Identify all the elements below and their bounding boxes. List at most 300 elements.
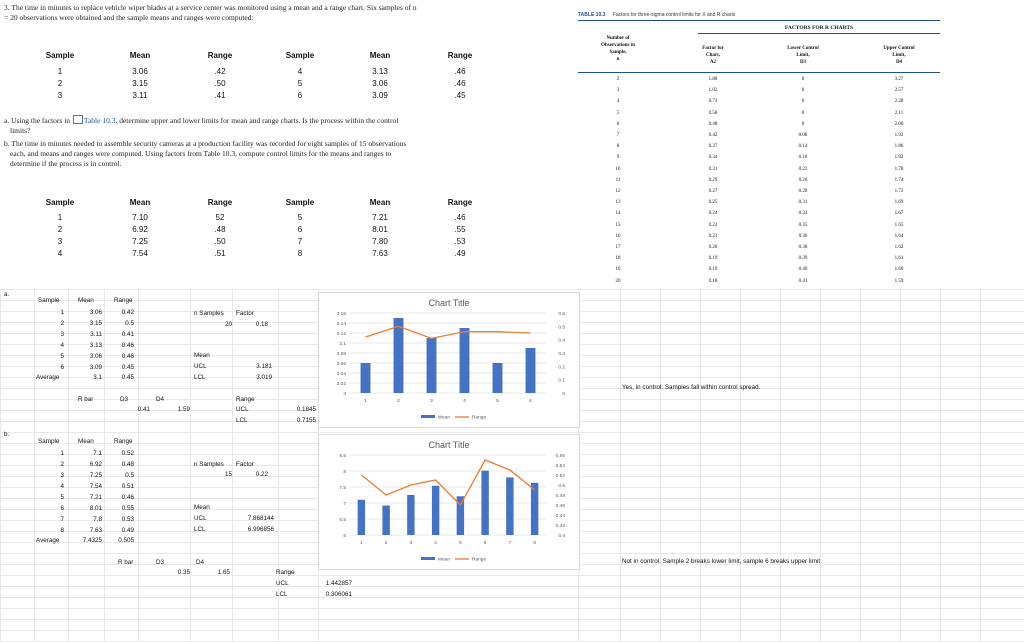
bar bbox=[427, 338, 437, 393]
factors-cell: 0.27 bbox=[708, 189, 718, 194]
r-ucl-label[interactable]: UCL bbox=[236, 406, 249, 413]
bar bbox=[432, 486, 439, 535]
col-header: Sample bbox=[45, 197, 75, 207]
factors-cell: 1.74 bbox=[894, 177, 904, 183]
table-row bbox=[20, 77, 500, 89]
col-header: Mean bbox=[129, 197, 151, 207]
table-row bbox=[20, 235, 500, 247]
avg-range[interactable]: 0.505 bbox=[118, 537, 134, 544]
table-cell: 7.10 bbox=[132, 212, 148, 222]
table-header bbox=[20, 49, 500, 61]
mean-value[interactable]: 7.63 bbox=[89, 527, 102, 534]
factors-cell: 0.22 bbox=[798, 166, 808, 172]
problem-text bbox=[4, 3, 504, 23]
part-a-text-rest: , determine upper and lower limits for mean and range charts. Is the process within the control bbox=[115, 116, 399, 125]
factor-label[interactable]: Factor bbox=[236, 310, 254, 317]
d4-value[interactable]: 1.65 bbox=[217, 569, 230, 576]
factors-row bbox=[578, 253, 940, 264]
factors-cell: 1.64 bbox=[894, 233, 904, 239]
range-value[interactable]: 0.51 bbox=[121, 483, 134, 490]
problem-table-2 bbox=[20, 196, 500, 259]
range-value[interactable]: 0.46 bbox=[121, 353, 134, 360]
y-tick-label: 3 bbox=[343, 392, 346, 397]
problem-line-1: 3. The time in minutes to replace vehicle wiper blades at a service center was monitored using a mean and a range chart. Six samples of n bbox=[4, 3, 417, 12]
range-value[interactable]: 0.55 bbox=[121, 505, 134, 512]
r-ucl-label[interactable]: UCL bbox=[276, 580, 289, 587]
ucl-value[interactable]: 3.181 bbox=[256, 363, 272, 370]
table-caption-text: Factors for three-sigma control limits for X and R charts bbox=[612, 12, 736, 18]
table-cell: 7 bbox=[297, 236, 303, 246]
y2-tick-label: 0.52 bbox=[555, 474, 565, 479]
y-tick-label: 3.14 bbox=[336, 322, 346, 327]
factors-cell: 0.39 bbox=[798, 256, 808, 262]
range-value[interactable]: 0.41 bbox=[121, 331, 134, 338]
factors-cell: 14 bbox=[615, 211, 621, 217]
y2-tick-label: 0.6 bbox=[558, 312, 565, 317]
factors-cell: 1.67 bbox=[894, 211, 904, 217]
table-link[interactable]: Table 10.3 bbox=[83, 116, 116, 125]
factors-cell: 16 bbox=[615, 233, 621, 239]
sample-num[interactable]: 8 bbox=[60, 527, 64, 534]
range-value[interactable]: 0.52 bbox=[121, 450, 134, 457]
factors-cell: 0.26 bbox=[798, 177, 808, 183]
factors-cell: 0.73 bbox=[708, 99, 718, 105]
y-tick-label: 3.02 bbox=[336, 382, 346, 387]
factors-cell: 1.65 bbox=[894, 222, 904, 228]
factors-row bbox=[578, 231, 940, 242]
avg-label[interactable]: Average bbox=[36, 537, 60, 544]
y2-tick-label: 0.56 bbox=[555, 454, 565, 459]
conclusion-a[interactable]: Yes, in control. Samples fall within control spread. bbox=[622, 384, 761, 391]
y2-tick-label: 0.42 bbox=[555, 524, 565, 529]
factors-row bbox=[578, 164, 940, 175]
x-tick-label: 6 bbox=[529, 399, 532, 404]
d4-label[interactable]: D4 bbox=[156, 396, 165, 403]
factors-cell: 1.02 bbox=[708, 88, 718, 94]
range-value[interactable]: 0.48 bbox=[121, 461, 134, 468]
mean-value[interactable]: 7.25 bbox=[89, 472, 102, 479]
table-cell: 1 bbox=[57, 212, 63, 222]
hdr-mean[interactable]: Mean bbox=[78, 297, 94, 304]
factors-cell: 17 bbox=[615, 245, 621, 250]
avg-range[interactable]: 0.45 bbox=[121, 374, 134, 381]
x-tick-label: 4 bbox=[463, 399, 466, 404]
factors-cell: 5 bbox=[616, 110, 620, 116]
y-tick-label: 6.5 bbox=[339, 518, 346, 523]
factors-cell: 1.72 bbox=[894, 189, 904, 194]
table-cell: 7.25 bbox=[132, 236, 148, 246]
col3-header bbox=[758, 45, 848, 66]
factors-cell: 0 bbox=[801, 110, 805, 116]
sample-num[interactable]: 6 bbox=[60, 364, 64, 371]
range-value[interactable]: 0.5 bbox=[125, 320, 134, 327]
x-tick-label: 4 bbox=[434, 541, 437, 546]
table-caption-label: TABLE 10.3 bbox=[578, 12, 606, 18]
n-value[interactable]: 20 bbox=[224, 321, 232, 328]
factors-cell: 1.88 bbox=[708, 77, 718, 82]
avg-label[interactable]: Average bbox=[36, 374, 60, 381]
table-row bbox=[20, 211, 500, 223]
factors-row bbox=[578, 208, 940, 219]
mean-value[interactable]: 7.21 bbox=[89, 494, 102, 501]
bar bbox=[506, 477, 513, 535]
mean-label[interactable]: Mean bbox=[194, 352, 210, 359]
col-header: Sample bbox=[45, 50, 75, 60]
range-value[interactable]: 0.45 bbox=[121, 364, 134, 371]
table-cell: 6 bbox=[297, 224, 303, 234]
table-cell: .51 bbox=[214, 248, 226, 258]
table-cell: .46 bbox=[454, 66, 466, 76]
mean-value[interactable]: 3.09 bbox=[89, 364, 102, 371]
hdr-sample[interactable]: Sample bbox=[38, 297, 60, 304]
problem-part-b bbox=[4, 139, 509, 169]
hdr-sample[interactable]: Sample bbox=[38, 438, 60, 445]
part-a-text: a. Using the factors in bbox=[4, 116, 71, 125]
legend-label-range: Range bbox=[472, 557, 487, 563]
x-tick-label: 2 bbox=[397, 399, 400, 404]
factors-row bbox=[578, 276, 940, 287]
problem-table-1 bbox=[20, 49, 500, 101]
factors-cell: 1.82 bbox=[894, 155, 904, 161]
mean-value[interactable]: 3.11 bbox=[90, 331, 102, 338]
table-cell: 3 bbox=[57, 236, 63, 246]
r-lcl-value[interactable]: 0.7155 bbox=[296, 417, 316, 424]
hdr-range[interactable]: Range bbox=[114, 297, 133, 304]
factors-cell: 10 bbox=[615, 166, 621, 172]
table-cell: .50 bbox=[214, 236, 226, 246]
table-cell: .49 bbox=[454, 248, 466, 258]
factors-cell: 2.57 bbox=[894, 88, 904, 94]
factor-label[interactable]: Factor bbox=[236, 461, 254, 468]
r-lcl-label[interactable]: LCL bbox=[236, 417, 248, 424]
y-tick-label: 3.06 bbox=[336, 362, 346, 367]
ucl-label[interactable]: UCL bbox=[194, 515, 207, 522]
factors-cell: 0.38 bbox=[798, 245, 808, 250]
factors-cell: 18 bbox=[615, 256, 621, 262]
y2-tick-label: 0.4 bbox=[558, 338, 565, 344]
y2-tick-label: 0.4 bbox=[558, 534, 565, 539]
factors-row bbox=[578, 74, 940, 85]
factors-row bbox=[578, 242, 940, 253]
lcl-value[interactable]: 3.019 bbox=[256, 374, 272, 381]
chart-a[interactable] bbox=[318, 292, 580, 428]
sample-num[interactable]: 4 bbox=[60, 483, 64, 490]
factors-cell: 0.19 bbox=[708, 256, 718, 262]
bar bbox=[531, 483, 538, 535]
table-cell: 1 bbox=[57, 66, 63, 76]
factors-cell: 0.18 bbox=[798, 155, 808, 161]
factors-cell: 1.60 bbox=[894, 267, 904, 273]
table-cell: .42 bbox=[214, 66, 226, 76]
table-cell: 52 bbox=[215, 212, 225, 222]
legend-swatch-mean bbox=[421, 557, 435, 560]
header-line: Upper Control bbox=[883, 46, 915, 51]
col4-header bbox=[858, 45, 940, 66]
sample-num[interactable]: 2 bbox=[60, 320, 64, 327]
range-line bbox=[366, 326, 531, 338]
range-value[interactable]: 0.46 bbox=[121, 342, 134, 349]
rbar-value[interactable]: 0.41 bbox=[137, 406, 150, 413]
y2-tick-label: 0.48 bbox=[555, 494, 565, 499]
bar bbox=[493, 363, 503, 393]
table-cell: 7.63 bbox=[372, 248, 388, 258]
chart-b-svg bbox=[319, 435, 579, 569]
mean-value[interactable]: 3.13 bbox=[89, 342, 102, 349]
factors-cell: 0.33 bbox=[798, 211, 808, 217]
r-lcl-label[interactable]: LCL bbox=[276, 591, 288, 598]
y-tick-label: 3.04 bbox=[336, 372, 346, 377]
factors-cell: 7 bbox=[616, 133, 620, 138]
table-row bbox=[20, 65, 500, 77]
y2-tick-label: 0.3 bbox=[558, 352, 565, 357]
table-cell: .46 bbox=[454, 212, 466, 222]
factors-row bbox=[578, 220, 940, 231]
mean-value[interactable]: 3.15 bbox=[89, 320, 102, 327]
factors-cell: 15 bbox=[615, 222, 621, 228]
ucl-value[interactable]: 7.868144 bbox=[247, 515, 274, 522]
factors-cell: 0.48 bbox=[708, 121, 718, 127]
avg-mean[interactable]: 7.4325 bbox=[82, 537, 102, 544]
factors-banner: FACTORS FOR R CHARTS bbox=[784, 25, 854, 31]
chart-b[interactable] bbox=[318, 434, 580, 570]
table-cell: 8 bbox=[297, 248, 303, 258]
section-label-a: a. bbox=[4, 291, 10, 298]
table-row bbox=[20, 247, 500, 259]
range-value[interactable]: 0.49 bbox=[121, 527, 134, 534]
factors-cell: 0.24 bbox=[708, 211, 718, 217]
legend-label-mean: Mean bbox=[438, 557, 450, 563]
bar bbox=[358, 500, 365, 535]
table-cell: 5 bbox=[297, 212, 303, 222]
avg-mean[interactable]: 3.1 bbox=[93, 374, 102, 381]
bar bbox=[394, 318, 404, 393]
x-tick-label: 1 bbox=[364, 399, 367, 404]
n-samples-label[interactable]: n Samples bbox=[194, 310, 224, 317]
legend-label-mean: Mean bbox=[438, 415, 450, 421]
table-cell: 7.54 bbox=[132, 248, 148, 258]
y-tick-label: 3.12 bbox=[336, 332, 346, 337]
factors-cell: 6 bbox=[616, 121, 620, 127]
sample-num[interactable]: 7 bbox=[60, 516, 64, 523]
factors-cell: 0.34 bbox=[708, 155, 718, 161]
legend-swatch-mean bbox=[421, 415, 435, 418]
r-ucl-value[interactable]: 0.1845 bbox=[296, 406, 316, 413]
y-tick-label: 3.1 bbox=[339, 342, 346, 347]
chart-title: Chart Title bbox=[428, 440, 470, 450]
y2-tick-label: 0.2 bbox=[558, 365, 565, 371]
y-tick-label: 3.08 bbox=[336, 352, 346, 357]
y2-tick-label: 0.54 bbox=[555, 464, 565, 469]
factors-cell: 0.31 bbox=[798, 200, 808, 206]
section-label-b: b. bbox=[4, 431, 10, 438]
ucl-label[interactable]: UCL bbox=[194, 363, 207, 370]
factors-cell: 2.11 bbox=[894, 110, 904, 116]
y2-tick-label: 0.5 bbox=[558, 484, 565, 489]
factors-row bbox=[578, 175, 940, 186]
factors-row bbox=[578, 130, 940, 141]
rbar-label[interactable]: R bar bbox=[118, 559, 134, 566]
bar bbox=[460, 328, 470, 393]
sample-num[interactable]: 4 bbox=[60, 342, 64, 349]
mean-value[interactable]: 7.54 bbox=[89, 483, 102, 490]
col-header: Range bbox=[447, 50, 473, 60]
factors-cell: 0.28 bbox=[798, 189, 808, 194]
part-b-line-1: b. The time in minutes needed to assemble security cameras at a production facility was recorded for eight samples of 15 observations bbox=[4, 139, 407, 148]
y2-tick-label: 0.44 bbox=[555, 514, 565, 519]
y2-tick-label: 0.5 bbox=[558, 325, 565, 331]
conclusion-b[interactable]: Not in control. Sample 2 breaks lower limit, sample 6 breaks upper limit bbox=[622, 558, 821, 565]
y2-tick-label: 0.46 bbox=[555, 504, 565, 509]
factors-cell: 0.35 bbox=[798, 222, 808, 228]
y-tick-label: 3.16 bbox=[336, 312, 346, 317]
factors-cell: 20 bbox=[615, 278, 621, 284]
sample-num[interactable]: 1 bbox=[60, 450, 64, 457]
problem-line-2: = 20 observations were obtained and the sample means and ranges were computed: bbox=[4, 13, 254, 22]
col2-header bbox=[678, 45, 748, 66]
lcl-label[interactable]: LCL bbox=[194, 374, 206, 381]
x-tick-label: 2 bbox=[384, 541, 388, 546]
part-a-text-line2: limits? bbox=[10, 126, 31, 135]
range-label[interactable]: Range bbox=[276, 569, 295, 576]
x-tick-label: 6 bbox=[483, 541, 487, 546]
col-header: Sample bbox=[285, 197, 315, 207]
table-row bbox=[20, 89, 500, 101]
r-lcl-value[interactable]: 0.306061 bbox=[325, 591, 352, 598]
lcl-value[interactable]: 6.996856 bbox=[247, 526, 274, 533]
mean-value[interactable]: 6.92 bbox=[89, 461, 102, 468]
sample-num[interactable]: 2 bbox=[60, 461, 64, 468]
factors-row bbox=[578, 119, 940, 130]
range-value[interactable]: 0.42 bbox=[121, 309, 134, 316]
factors-cell: 13 bbox=[615, 200, 621, 206]
n-value[interactable]: 15 bbox=[224, 471, 232, 478]
mean-value[interactable]: 3.06 bbox=[89, 353, 102, 360]
factors-cell: 0.20 bbox=[708, 245, 718, 250]
factors-cell: 0.40 bbox=[798, 267, 808, 273]
factors-cell: 2 bbox=[616, 77, 620, 82]
table-cell: .50 bbox=[214, 78, 226, 88]
factors-row bbox=[578, 186, 940, 197]
mean-value[interactable]: 7.8 bbox=[93, 516, 102, 523]
sample-num[interactable]: 6 bbox=[60, 505, 64, 512]
n-samples-label[interactable]: n Samples bbox=[194, 461, 224, 468]
header-line: Chart, bbox=[705, 53, 721, 58]
x-tick-label: 5 bbox=[496, 399, 499, 404]
factors-cell: 8 bbox=[616, 144, 620, 150]
header-line: Factor for bbox=[702, 46, 724, 51]
factors-cell: 12 bbox=[615, 189, 621, 194]
table-caption bbox=[578, 12, 735, 18]
mean-label[interactable]: Mean bbox=[194, 504, 210, 511]
x-tick-label: 3 bbox=[430, 399, 433, 404]
header-line: Limit, bbox=[892, 53, 906, 58]
range-value[interactable]: 0.5 bbox=[125, 472, 134, 479]
y2-tick-label: 0.1 bbox=[558, 378, 565, 384]
bar bbox=[407, 495, 414, 535]
rbar-label[interactable]: R bar bbox=[78, 396, 94, 403]
table-row bbox=[20, 223, 500, 235]
sample-num[interactable]: 5 bbox=[60, 353, 64, 360]
factors-cell: 1.59 bbox=[894, 278, 904, 284]
bar bbox=[361, 363, 371, 393]
factors-cell: 0.18 bbox=[708, 278, 718, 284]
y-tick-label: 7.5 bbox=[339, 486, 346, 491]
factors-cell: 1.86 bbox=[894, 144, 904, 150]
table-cell: 5 bbox=[297, 78, 303, 88]
factor-value[interactable]: 0.18 bbox=[255, 321, 268, 328]
d4-value[interactable]: 1.59 bbox=[177, 406, 190, 413]
sample-num[interactable]: 5 bbox=[60, 494, 64, 501]
table-cell: .45 bbox=[454, 90, 466, 100]
d3-value[interactable]: 0.35 bbox=[177, 569, 190, 576]
factors-row bbox=[578, 197, 940, 208]
factors-cell: 11 bbox=[615, 177, 621, 183]
range-label[interactable]: Range bbox=[236, 396, 255, 403]
bar bbox=[481, 471, 488, 535]
table-cell: 7.80 bbox=[372, 236, 388, 246]
table-cell: 8.01 bbox=[372, 224, 388, 234]
col-header: Range bbox=[207, 50, 233, 60]
mean-value[interactable]: 3.06 bbox=[89, 309, 102, 316]
sample-num[interactable]: 1 bbox=[60, 309, 64, 316]
factors-cell: 0.37 bbox=[708, 144, 718, 150]
table-cell: 3.06 bbox=[372, 78, 388, 88]
d4-label[interactable]: D4 bbox=[196, 559, 205, 566]
range-value[interactable]: 0.46 bbox=[121, 494, 134, 501]
factors-cell: 2.00 bbox=[894, 121, 904, 127]
d3-label[interactable]: D3 bbox=[156, 559, 165, 566]
problem-part-a bbox=[4, 115, 509, 136]
table-cell: 3.09 bbox=[372, 90, 388, 100]
mean-value[interactable]: 8.01 bbox=[89, 505, 102, 512]
mean-value[interactable]: 7.1 bbox=[93, 450, 102, 457]
factors-cell: 9 bbox=[616, 155, 620, 161]
factors-row bbox=[578, 85, 940, 96]
factors-cell: 1.62 bbox=[894, 245, 904, 250]
d3-label[interactable]: D3 bbox=[120, 396, 129, 403]
hdr-range[interactable]: Range bbox=[114, 438, 133, 445]
table-link-icon[interactable] bbox=[73, 115, 83, 124]
factors-cell: 1.78 bbox=[894, 166, 904, 172]
sample-num[interactable]: 3 bbox=[60, 472, 64, 479]
factors-cell: 0.25 bbox=[708, 200, 718, 206]
y-tick-label: 6 bbox=[343, 534, 346, 539]
hdr-mean[interactable]: Mean bbox=[78, 438, 94, 445]
table-cell: 3 bbox=[57, 90, 63, 100]
factors-cell: 0 bbox=[801, 99, 805, 105]
factors-row bbox=[578, 152, 940, 163]
range-value[interactable]: 0.53 bbox=[121, 516, 134, 523]
factors-cell: 0 bbox=[801, 77, 805, 82]
y-tick-label: 8.5 bbox=[339, 454, 346, 459]
lcl-label[interactable]: LCL bbox=[194, 526, 206, 533]
table-cell: 3.13 bbox=[372, 66, 388, 76]
sample-num[interactable]: 3 bbox=[60, 331, 64, 338]
table-cell: 3.06 bbox=[132, 66, 148, 76]
table-header bbox=[20, 196, 500, 208]
bar bbox=[382, 506, 389, 535]
factor-value[interactable]: 0.22 bbox=[255, 471, 268, 478]
r-ucl-value[interactable]: 1.442857 bbox=[325, 580, 352, 587]
factors-cell: 2.28 bbox=[894, 99, 904, 105]
header-line: Limit, bbox=[796, 53, 810, 58]
table-cell: 2 bbox=[57, 224, 63, 234]
y-tick-label: 7 bbox=[343, 502, 346, 507]
factors-cell: 0.29 bbox=[708, 177, 718, 183]
header-line: A2 bbox=[709, 60, 717, 65]
table-cell: .53 bbox=[454, 236, 466, 246]
col-header: Mean bbox=[369, 50, 391, 60]
